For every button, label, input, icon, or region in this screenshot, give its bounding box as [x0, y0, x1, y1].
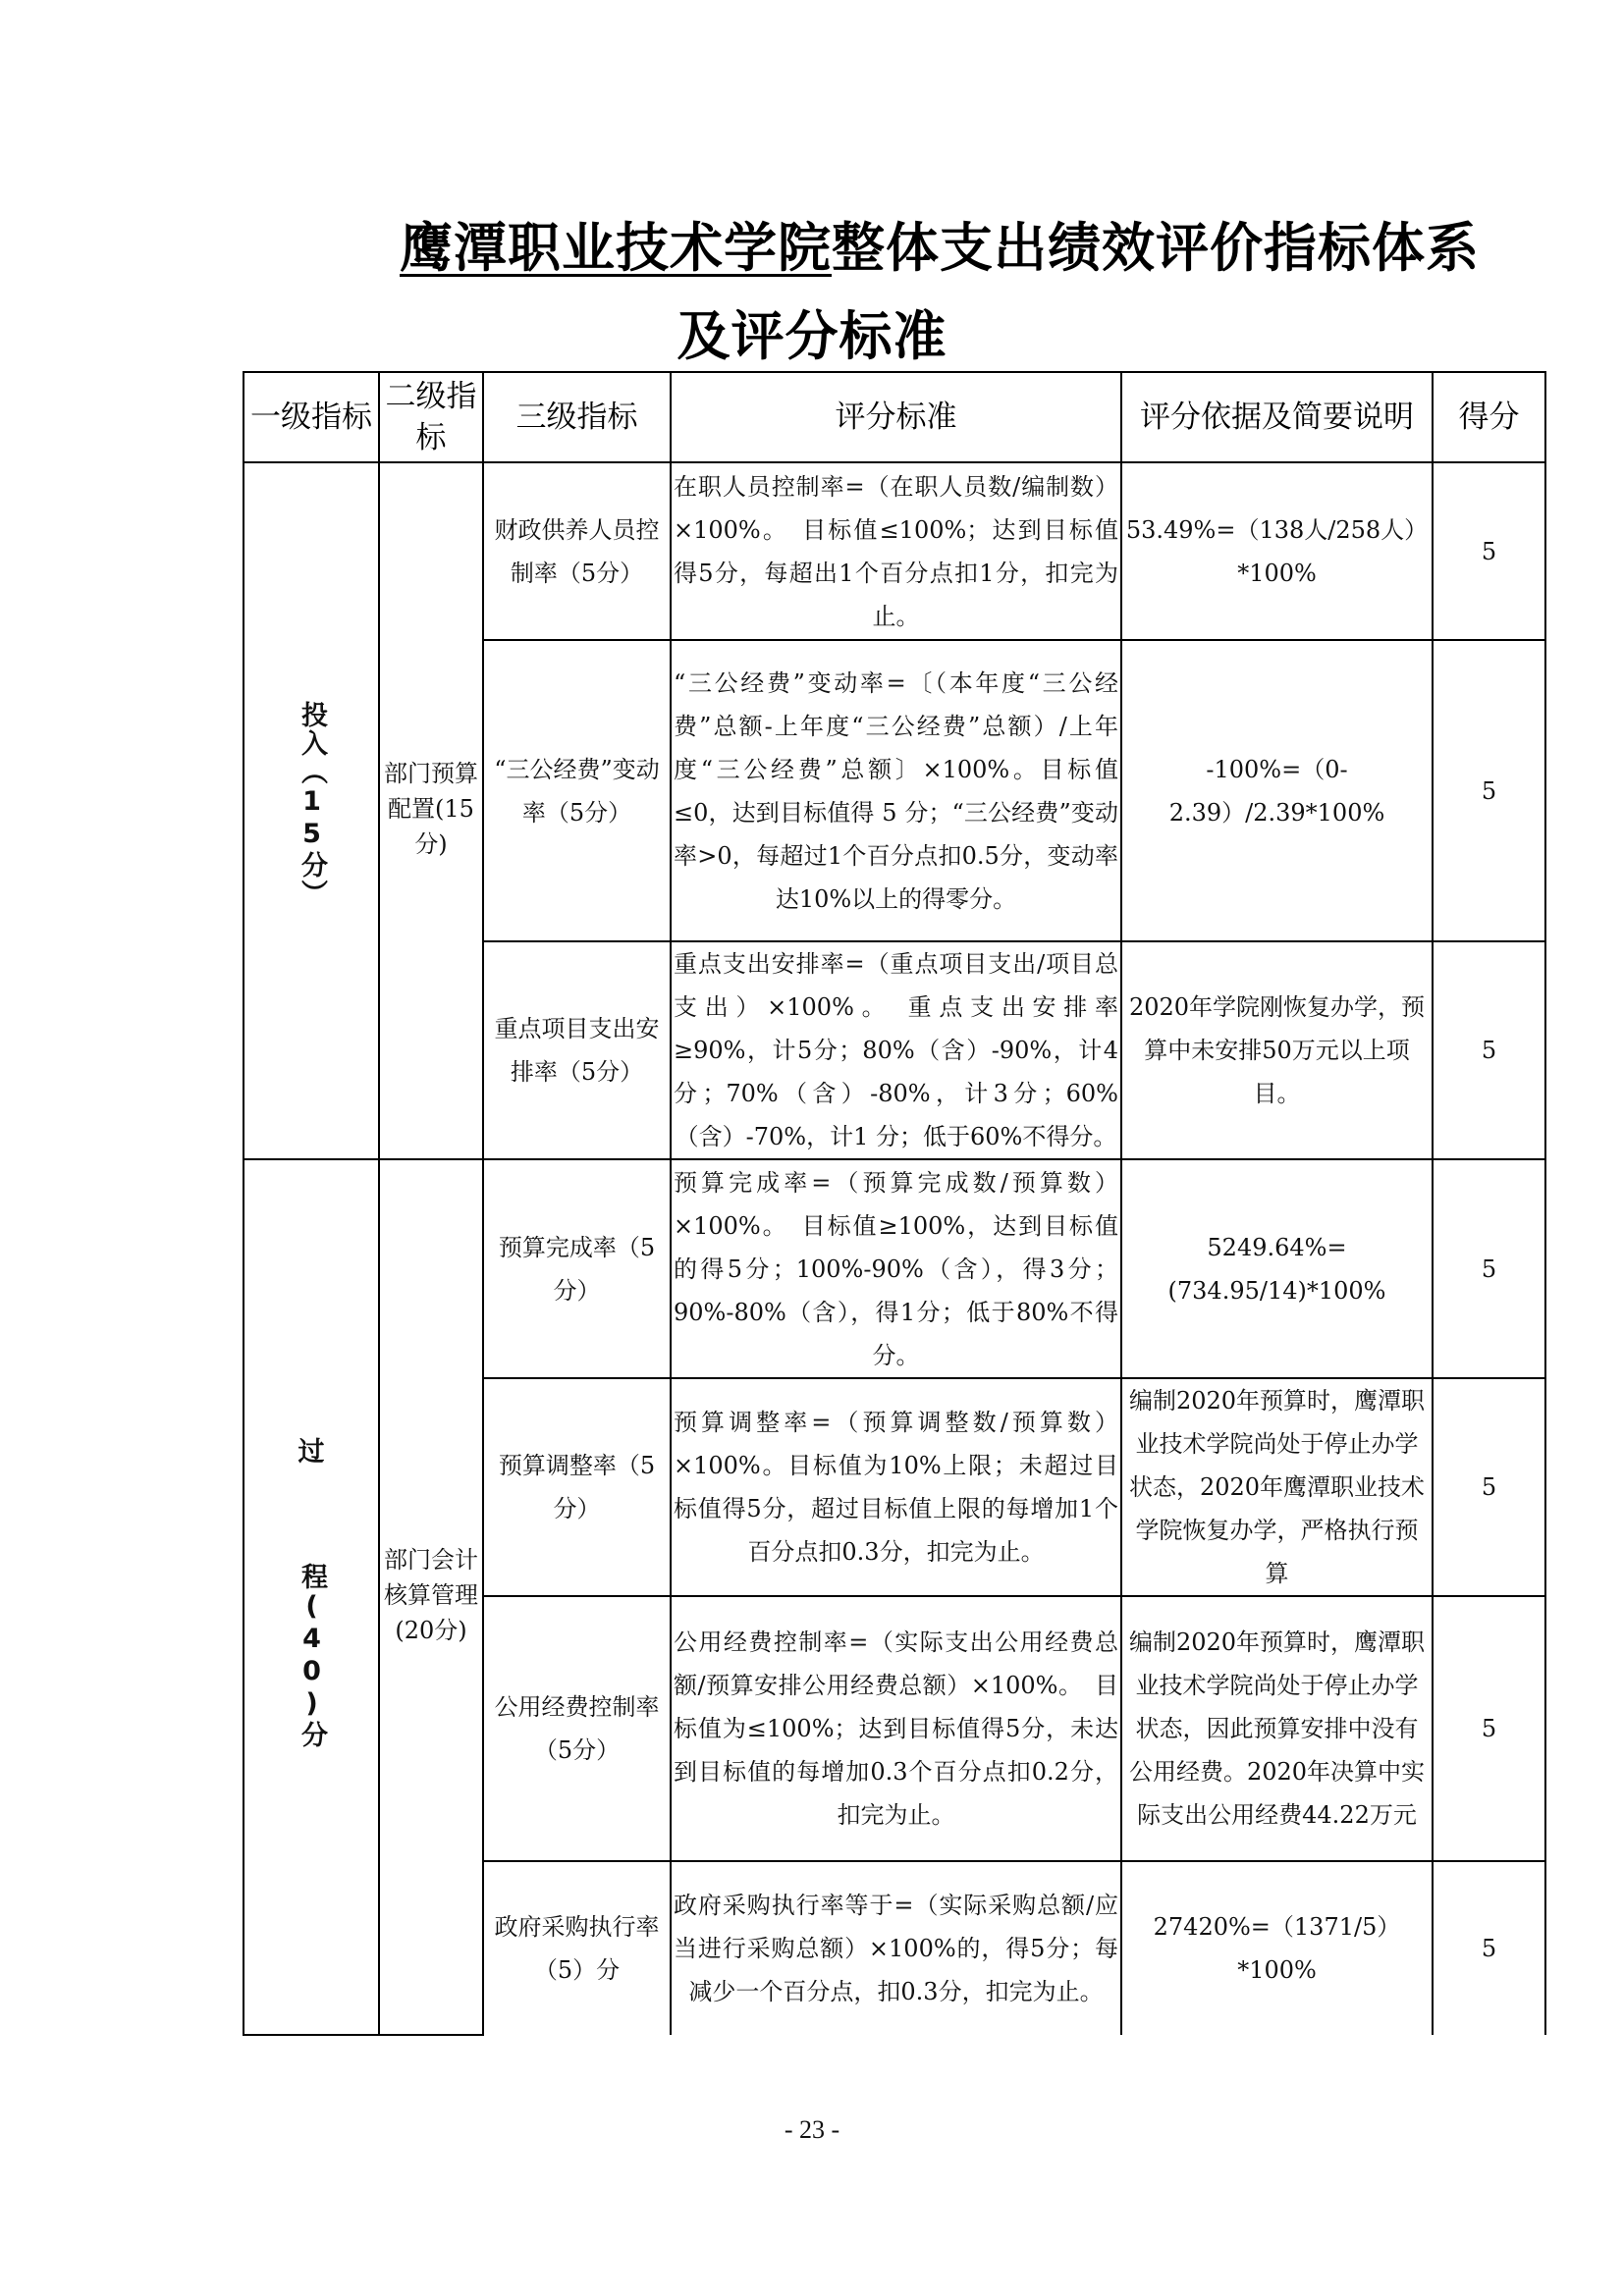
basis-cell: 编制2020年预算时，鹰潭职业技术学院尚处于停止办学状态，因此预算安排中没有公用经费。2020年决算中实际支出公用经费44.22万元 [1121, 1596, 1433, 1861]
institution-name: 鹰潭职业技术学院 [400, 217, 832, 279]
document-title-line1 [128, 206, 1624, 282]
title-rest: 整体支出绩效评价指标体系 [832, 217, 1480, 279]
criteria-cell: 政府采购执行率等于=（实际采购总额/应当进行采购总额）×100%的，得5分；每减少一个百分点，扣0.3分，扣完为止。 [671, 1861, 1121, 2035]
header-level1: 一级指标 [244, 372, 379, 462]
level1-process: 过 程(40)分 [244, 1159, 379, 2035]
criteria-cell: 预算调整率=（预算调整数/预算数）×100%。目标值为10%上限；未超过目标值得5分，超过目标值上限的每增加1个百分点扣0.3分，扣完为止。 [671, 1378, 1121, 1596]
basis-cell: 27420%=（1371/5）*100% [1121, 1861, 1433, 2035]
level3-cell: 财政供养人员控制率（5分） [483, 462, 671, 640]
criteria-cell: 公用经费控制率=（实际支出公用经费总额/预算安排公用经费总额）×100%。 目标值为≤100%；达到目标值得5分，未达到目标值的每增加0.3个百分点扣0.2分，扣完为止。 [671, 1596, 1121, 1861]
level3-cell: 政府采购执行率（5）分 [483, 1861, 671, 2035]
table-header-row [244, 372, 1545, 462]
criteria-cell: 重点支出安排率=（重点项目支出/项目总支出）×100%。 重点支出安排率≥90%，计5分；80%（含）-90%，计4分；70%（含）-80%，计3分；60%（含）-70%，计1 分；低于60%不得分。 [671, 941, 1121, 1159]
document-title-line2: 及评分标准 [677, 305, 947, 367]
score-cell: 5 [1433, 1159, 1545, 1378]
header-level2: 二级指标 [379, 372, 483, 462]
table-row [244, 462, 1545, 640]
criteria-cell: 在职人员控制率=（在职人员数/编制数）×100%。 目标值≤100%；达到目标值得5分，每超出1个百分点扣1分，扣完为止。 [671, 462, 1121, 640]
score-cell: 5 [1433, 640, 1545, 941]
criteria-cell: 预算完成率=（预算完成数/预算数）×100%。 目标值≥100%，达到目标值的得5分；100%-90%（含），得3分；90%-80%（含），得1分；低于80%不得分。 [671, 1159, 1121, 1378]
table-row [244, 1159, 1545, 1378]
level1-input: 投入（15分） [244, 462, 379, 1159]
basis-cell: -100%=（0-2.39）/2.39*100% [1121, 640, 1433, 941]
level2-budget-allocation: 部门预算配置(15分) [379, 462, 483, 1159]
basis-cell: 编制2020年预算时，鹰潭职业技术学院尚处于停止办学状态，2020年鹰潭职业技术学院恢复办学，严格执行预算 [1121, 1378, 1433, 1596]
basis-cell: 5249.64%=(734.95/14)*100% [1121, 1159, 1433, 1378]
header-score: 得分 [1433, 372, 1545, 462]
evaluation-table [243, 371, 1546, 2036]
header-criteria: 评分标准 [671, 372, 1121, 462]
level3-cell: 预算调整率（5分） [483, 1378, 671, 1596]
criteria-cell: “三公经费”变动率=〔（本年度“三公经费”总额-上年度“三公经费”总额）/上年度“三公经费”总额〕×100%。目标值≤0，达到目标值得 5 分；“三公经费”变动率>0，每超过1个百分点扣0.5分，变动率达10%以上的得零分。 [671, 640, 1121, 941]
score-cell: 5 [1433, 941, 1545, 1159]
score-cell: 5 [1433, 1861, 1545, 2035]
score-cell: 5 [1433, 1378, 1545, 1596]
level3-cell: 公用经费控制率（5分） [483, 1596, 671, 1861]
page-number: - 23 - [784, 2115, 840, 2144]
score-cell: 5 [1433, 1596, 1545, 1861]
header-level3: 三级指标 [483, 372, 671, 462]
level2-accounting-management: 部门会计核算管理(20分) [379, 1159, 483, 2035]
basis-cell: 2020年学院刚恢复办学，预算中未安排50万元以上项目。 [1121, 941, 1433, 1159]
level3-cell: 重点项目支出安排率（5分） [483, 941, 671, 1159]
header-basis: 评分依据及简要说明 [1121, 372, 1433, 462]
score-cell: 5 [1433, 462, 1545, 640]
basis-cell: 53.49%=（138人/258人）*100% [1121, 462, 1433, 640]
level3-cell: “三公经费”变动率（5分） [483, 640, 671, 941]
level3-cell: 预算完成率（5分） [483, 1159, 671, 1378]
